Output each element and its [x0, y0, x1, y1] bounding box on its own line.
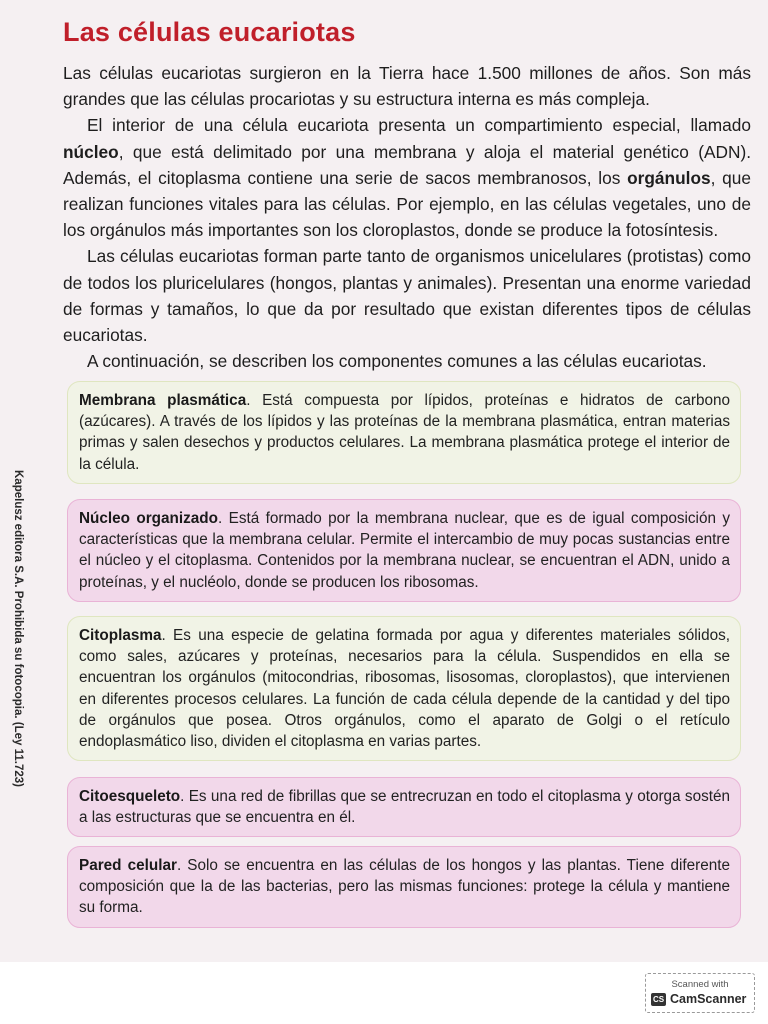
- box-text: . Está compuesta por lípidos, proteínas e hidratos de carbono (azúcares). A través de los lípidos y las proteínas de la membrana plasmática, entran materias primas y salen desechos y productos celulares. La membrana plasmática protege el interior de la célula.: [79, 392, 730, 473]
- term-organulos: orgánulos: [627, 167, 711, 188]
- intro-paragraph-2-text-b: , que está delimitado por una membrana y aloja el material genético (ADN). Además, el citoplasma contiene una serie de sacos membranosos, los: [63, 141, 751, 188]
- intro-paragraph-3: Las células eucariotas forman parte tanto de organismos unicelulares (protistas) como de todos los pluricelulares (hongos, plantas y animales). Presentan una enorme variedad de formas y tamaños, lo que da por resultado que existan diferentes tipos de células eucariotas.: [63, 246, 751, 346]
- box-term: Citoplasma: [79, 627, 162, 644]
- box-term: Citoesqueleto: [79, 788, 181, 805]
- intro-paragraph-1: Las células eucariotas surgieron en la Tierra hace 1.500 millones de años. Son más grandes que las células procariotas y su estructura interna es más compleja.: [63, 63, 751, 110]
- camscanner-watermark: [645, 973, 755, 1013]
- box-paragraph: [79, 855, 730, 919]
- box-paragraph: [79, 508, 730, 593]
- box-citoesqueleto: [67, 777, 741, 837]
- box-text: . Es una especie de gelatina formada por agua y diferentes materiales sólidos, como sales, azúcares y proteínas, necesarios para la célula. Suspendidos en ella se encuentran los orgánulos (mitocondrias, ribosomas, lisosomas, cloroplastos), que intervienen en diferentes procesos celulares. La función de cada célula depende de la cantidad y del tipo de orgánulos que posea. Otros orgánulos, como el aparato de Golgi o el retículo endoplasmático liso, dividen el citoplasma en varias partes.: [79, 627, 730, 751]
- box-text: . Está formado por la membrana nuclear, que es de igual composición y características que la membrana celular. Permite el intercambio de muy pocas sustancias entre el núcleo y el citoplasma. Contenidos por la membrana nuclear, se encuentran el ADN, unido a proteínas, y el nucléolo, donde se producen los ribosomas.: [79, 510, 730, 591]
- box-nucleo-organizado: [67, 499, 741, 602]
- copyright-note: Kapelusz editora S.A. Prohibida su fotocopia. (Ley 11.723): [12, 470, 24, 787]
- box-term: Núcleo organizado: [79, 510, 218, 527]
- box-paragraph: [79, 786, 730, 828]
- box-citoplasma: [67, 616, 741, 761]
- box-term: Pared celular: [79, 857, 177, 874]
- intro-paragraph-2: [63, 112, 751, 243]
- box-text: . Solo se encuentra en las células de los hongos y las plantas. Tiene diferente composición que la de las bacterias, pero las mismas funciones: protege la célula y mantiene su forma.: [79, 857, 730, 917]
- box-pared-celular: [67, 846, 741, 928]
- copyright-sidebar: [13, 470, 35, 790]
- intro-text: [63, 60, 751, 374]
- intro-paragraph-2-text-c: , que realizan funciones vitales para las células. Por ejemplo, en las células vegetales, uno de los orgánulos más importantes son los cloroplastos, donde se produce la fotosíntesis.: [63, 167, 752, 241]
- scanned-with-label: Scanned with: [671, 979, 729, 990]
- box-membrana-plasmatica: [67, 381, 741, 484]
- box-text: . Es una red de fibrillas que se entrecruzan en todo el citoplasma y otorga sostén a las estructuras que se encuentra en él.: [79, 788, 730, 827]
- box-term: Membrana plasmática: [79, 392, 247, 409]
- camscanner-brand: CamScanner: [670, 992, 747, 1006]
- page-title: Las células eucariotas: [63, 17, 356, 47]
- term-nucleo: núcleo: [63, 141, 119, 162]
- camscanner-logo-icon: CS: [652, 995, 665, 1004]
- intro-paragraph-4: A continuación, se describen los componentes comunes a las células eucariotas.: [87, 351, 707, 372]
- box-paragraph: [79, 625, 730, 752]
- box-paragraph: [79, 390, 730, 475]
- intro-paragraph-2-text-a: El interior de una célula eucariota presenta un compartimiento especial, llamado: [87, 115, 751, 136]
